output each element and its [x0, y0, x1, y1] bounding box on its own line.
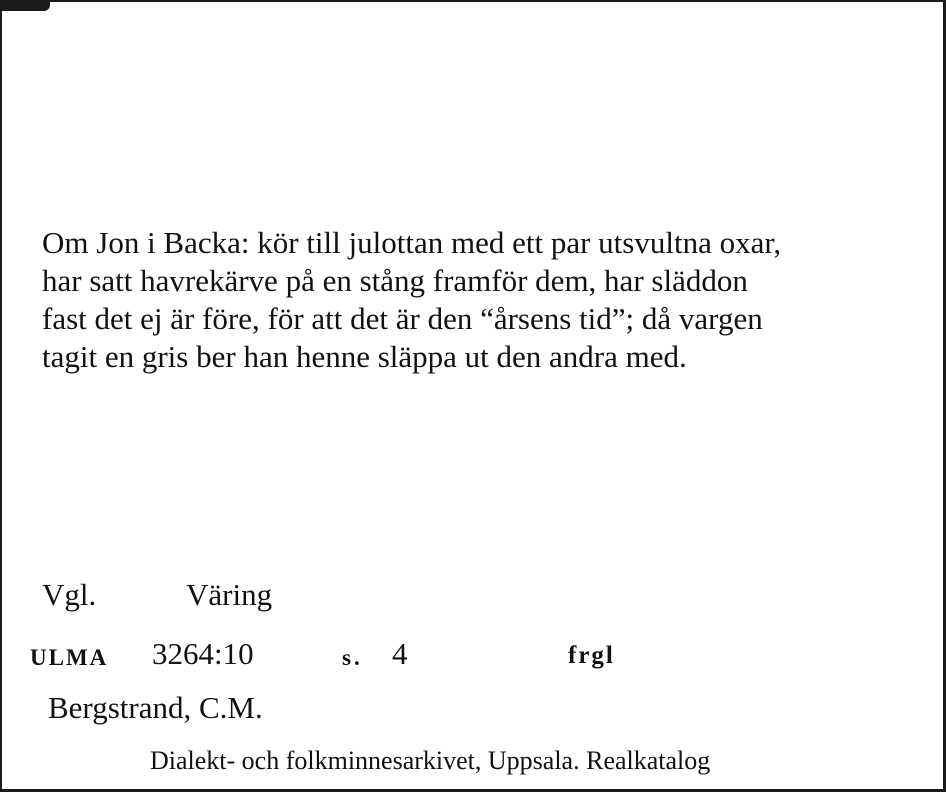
body-line: Om Jon i Backa: kör till julottan med ett par utsvultna oxar,	[42, 225, 782, 260]
page-number: 4	[392, 636, 408, 671]
province-label: Vgl.	[42, 577, 97, 612]
collector-name: Bergstrand, C.M.	[48, 690, 263, 725]
archive-code: ULMA	[30, 645, 109, 670]
page-label: s.	[342, 645, 363, 670]
record-number: 3264:10	[152, 636, 254, 671]
corner-ink-mark	[2, 2, 50, 11]
body-line: har satt havrekärve på en stång framför dem, har släddon	[42, 263, 748, 298]
card-body-text	[42, 224, 922, 376]
body-line: tagit en gris ber han henne släppa ut den andra med.	[42, 339, 687, 374]
body-line: fast det ej är före, för att det är den “årsens tid”; då vargen	[42, 301, 763, 336]
location-row	[42, 576, 273, 614]
parish-label: Väring	[186, 577, 273, 612]
category-code: frgl	[568, 642, 615, 669]
record-reference-row	[30, 636, 930, 676]
archive-footer: Dialekt- och folkminnesarkivet, Uppsala. Realkatalog	[150, 746, 711, 775]
